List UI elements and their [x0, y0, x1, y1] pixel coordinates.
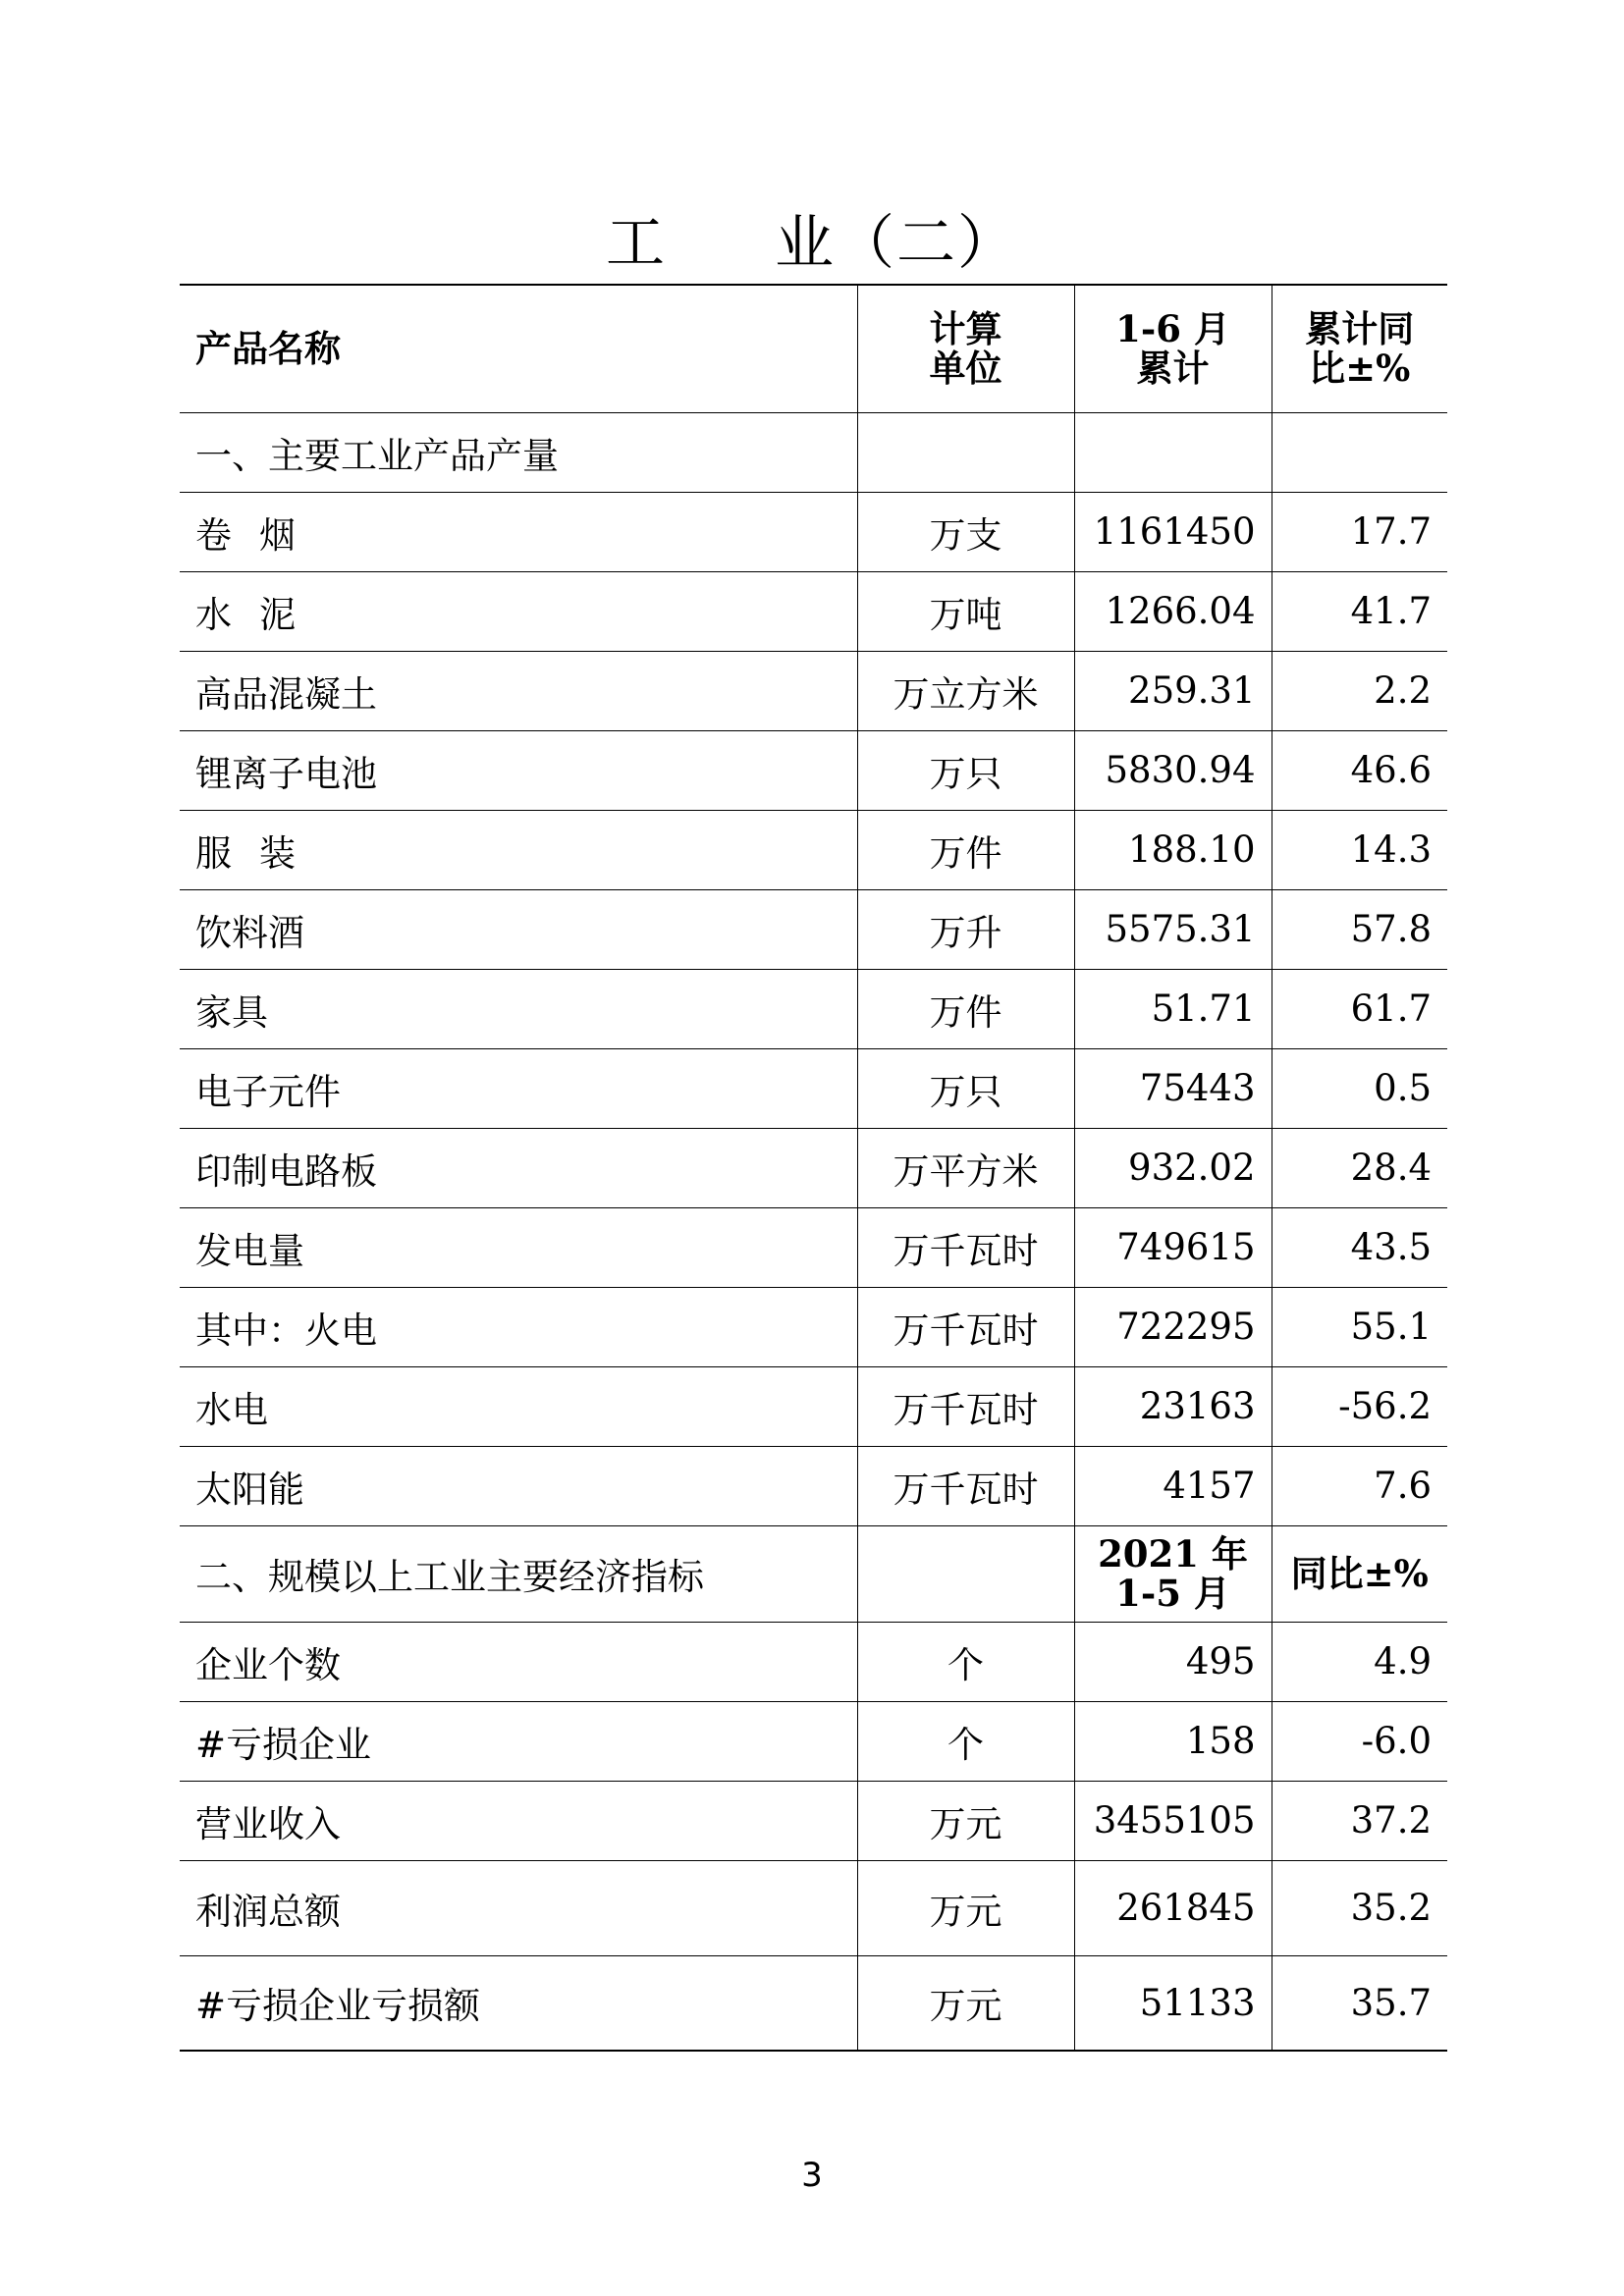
row-change: 37.2: [1272, 1781, 1447, 1860]
table-row: [180, 1955, 1447, 2051]
row-value: 188.10: [1074, 810, 1272, 889]
row-name: 太阳能: [180, 1446, 857, 1525]
row-unit: 万立方米: [857, 651, 1074, 730]
table-row: [180, 969, 1447, 1048]
row-name: 其中：火电: [180, 1287, 857, 1366]
row-unit: 万只: [857, 1048, 1074, 1128]
row-unit: 万件: [857, 810, 1074, 889]
row-unit: 万只: [857, 730, 1074, 810]
row-name: 印制电路板: [180, 1128, 857, 1207]
row-change: 57.8: [1272, 889, 1447, 969]
section1-label: 一、主要工业产品产量: [180, 412, 857, 492]
row-name: 卷烟: [195, 513, 323, 557]
table-row: [180, 1207, 1447, 1287]
title-part1: 工: [606, 209, 667, 278]
row-name: #亏损企业: [180, 1701, 857, 1781]
row-value: 158: [1074, 1701, 1272, 1781]
table-row: [180, 1366, 1447, 1446]
row-unit: 万吨: [857, 571, 1074, 651]
section2-yoy-change: 同比±%: [1272, 1525, 1447, 1622]
row-value: 51.71: [1074, 969, 1272, 1048]
row-change: 17.7: [1272, 492, 1447, 571]
table-row: [180, 1781, 1447, 1860]
row-change: 28.4: [1272, 1128, 1447, 1207]
row-change: 43.5: [1272, 1207, 1447, 1287]
row-value: 722295: [1074, 1287, 1272, 1366]
row-name: 服装: [195, 831, 323, 875]
page-number: 3: [801, 2156, 823, 2195]
table-row: [180, 651, 1447, 730]
row-value: 1161450: [1074, 492, 1272, 571]
row-value: 5830.94: [1074, 730, 1272, 810]
row-unit: 万千瓦时: [857, 1446, 1074, 1525]
row-value: 23163: [1074, 1366, 1272, 1446]
row-name: #亏损企业亏损额: [180, 1955, 857, 2051]
row-unit: 万支: [857, 492, 1074, 571]
section-row: [180, 412, 1447, 492]
row-value: 1266.04: [1074, 571, 1272, 651]
header-product-name: 产品名称: [180, 285, 857, 412]
row-change: -56.2: [1272, 1366, 1447, 1446]
header-yoy-change: 累计同 比±%: [1272, 285, 1447, 412]
row-name: 企业个数: [180, 1622, 857, 1701]
header-cumulative: 1-6 月 累计: [1074, 285, 1272, 412]
row-unit: 个: [857, 1622, 1074, 1701]
row-change: 14.3: [1272, 810, 1447, 889]
title-part2: 业（二）: [775, 209, 1018, 278]
row-value: 259.31: [1074, 651, 1272, 730]
row-name: 电子元件: [180, 1048, 857, 1128]
row-change: 35.7: [1272, 1955, 1447, 2051]
section2-period: 2021 年 1-5 月: [1074, 1525, 1272, 1622]
row-unit: 万千瓦时: [857, 1207, 1074, 1287]
row-name: 水泥: [195, 593, 323, 636]
header-unit: 计算 单位: [857, 285, 1074, 412]
row-unit: 万千瓦时: [857, 1366, 1074, 1446]
row-unit: 万千瓦时: [857, 1287, 1074, 1366]
table-row: [180, 1048, 1447, 1128]
table-row: [180, 889, 1447, 969]
table-row: [180, 730, 1447, 810]
row-unit: 万平方米: [857, 1128, 1074, 1207]
row-change: -6.0: [1272, 1701, 1447, 1781]
table-row: [180, 492, 1447, 571]
row-value: 261845: [1074, 1860, 1272, 1955]
table-row: [180, 1287, 1447, 1366]
row-name: 饮料酒: [180, 889, 857, 969]
table-row: [180, 571, 1447, 651]
row-change: 7.6: [1272, 1446, 1447, 1525]
row-change: 4.9: [1272, 1622, 1447, 1701]
table-row: [180, 1860, 1447, 1955]
row-unit: 万元: [857, 1781, 1074, 1860]
row-change: 35.2: [1272, 1860, 1447, 1955]
table-header-row: [180, 285, 1447, 412]
row-name: 利润总额: [180, 1860, 857, 1955]
page-title: [0, 204, 1624, 283]
section-row: [180, 1525, 1447, 1622]
row-change: 0.5: [1272, 1048, 1447, 1128]
table-row: [180, 1446, 1447, 1525]
row-change: 2.2: [1272, 651, 1447, 730]
table-row: [180, 1701, 1447, 1781]
section2-label: 二、规模以上工业主要经济指标: [180, 1525, 857, 1622]
row-name: 水电: [180, 1366, 857, 1446]
row-name: 家具: [180, 969, 857, 1048]
row-name: 营业收入: [180, 1781, 857, 1860]
row-unit: 万元: [857, 1955, 1074, 2051]
table-row: [180, 1128, 1447, 1207]
row-change: 46.6: [1272, 730, 1447, 810]
table-row: [180, 1622, 1447, 1701]
table-row: [180, 810, 1447, 889]
row-unit: 万升: [857, 889, 1074, 969]
row-name: 高品混凝土: [180, 651, 857, 730]
row-value: 932.02: [1074, 1128, 1272, 1207]
row-value: 495: [1074, 1622, 1272, 1701]
row-name: 发电量: [180, 1207, 857, 1287]
row-value: 75443: [1074, 1048, 1272, 1128]
row-unit: 万件: [857, 969, 1074, 1048]
row-value: 51133: [1074, 1955, 1272, 2051]
row-value: 749615: [1074, 1207, 1272, 1287]
row-change: 55.1: [1272, 1287, 1447, 1366]
row-value: 5575.31: [1074, 889, 1272, 969]
row-value: 4157: [1074, 1446, 1272, 1525]
row-name: 锂离子电池: [180, 730, 857, 810]
row-unit: 个: [857, 1701, 1074, 1781]
industry-stats-table: [180, 284, 1447, 2052]
row-value: 3455105: [1074, 1781, 1272, 1860]
row-change: 61.7: [1272, 969, 1447, 1048]
row-change: 41.7: [1272, 571, 1447, 651]
row-unit: 万元: [857, 1860, 1074, 1955]
